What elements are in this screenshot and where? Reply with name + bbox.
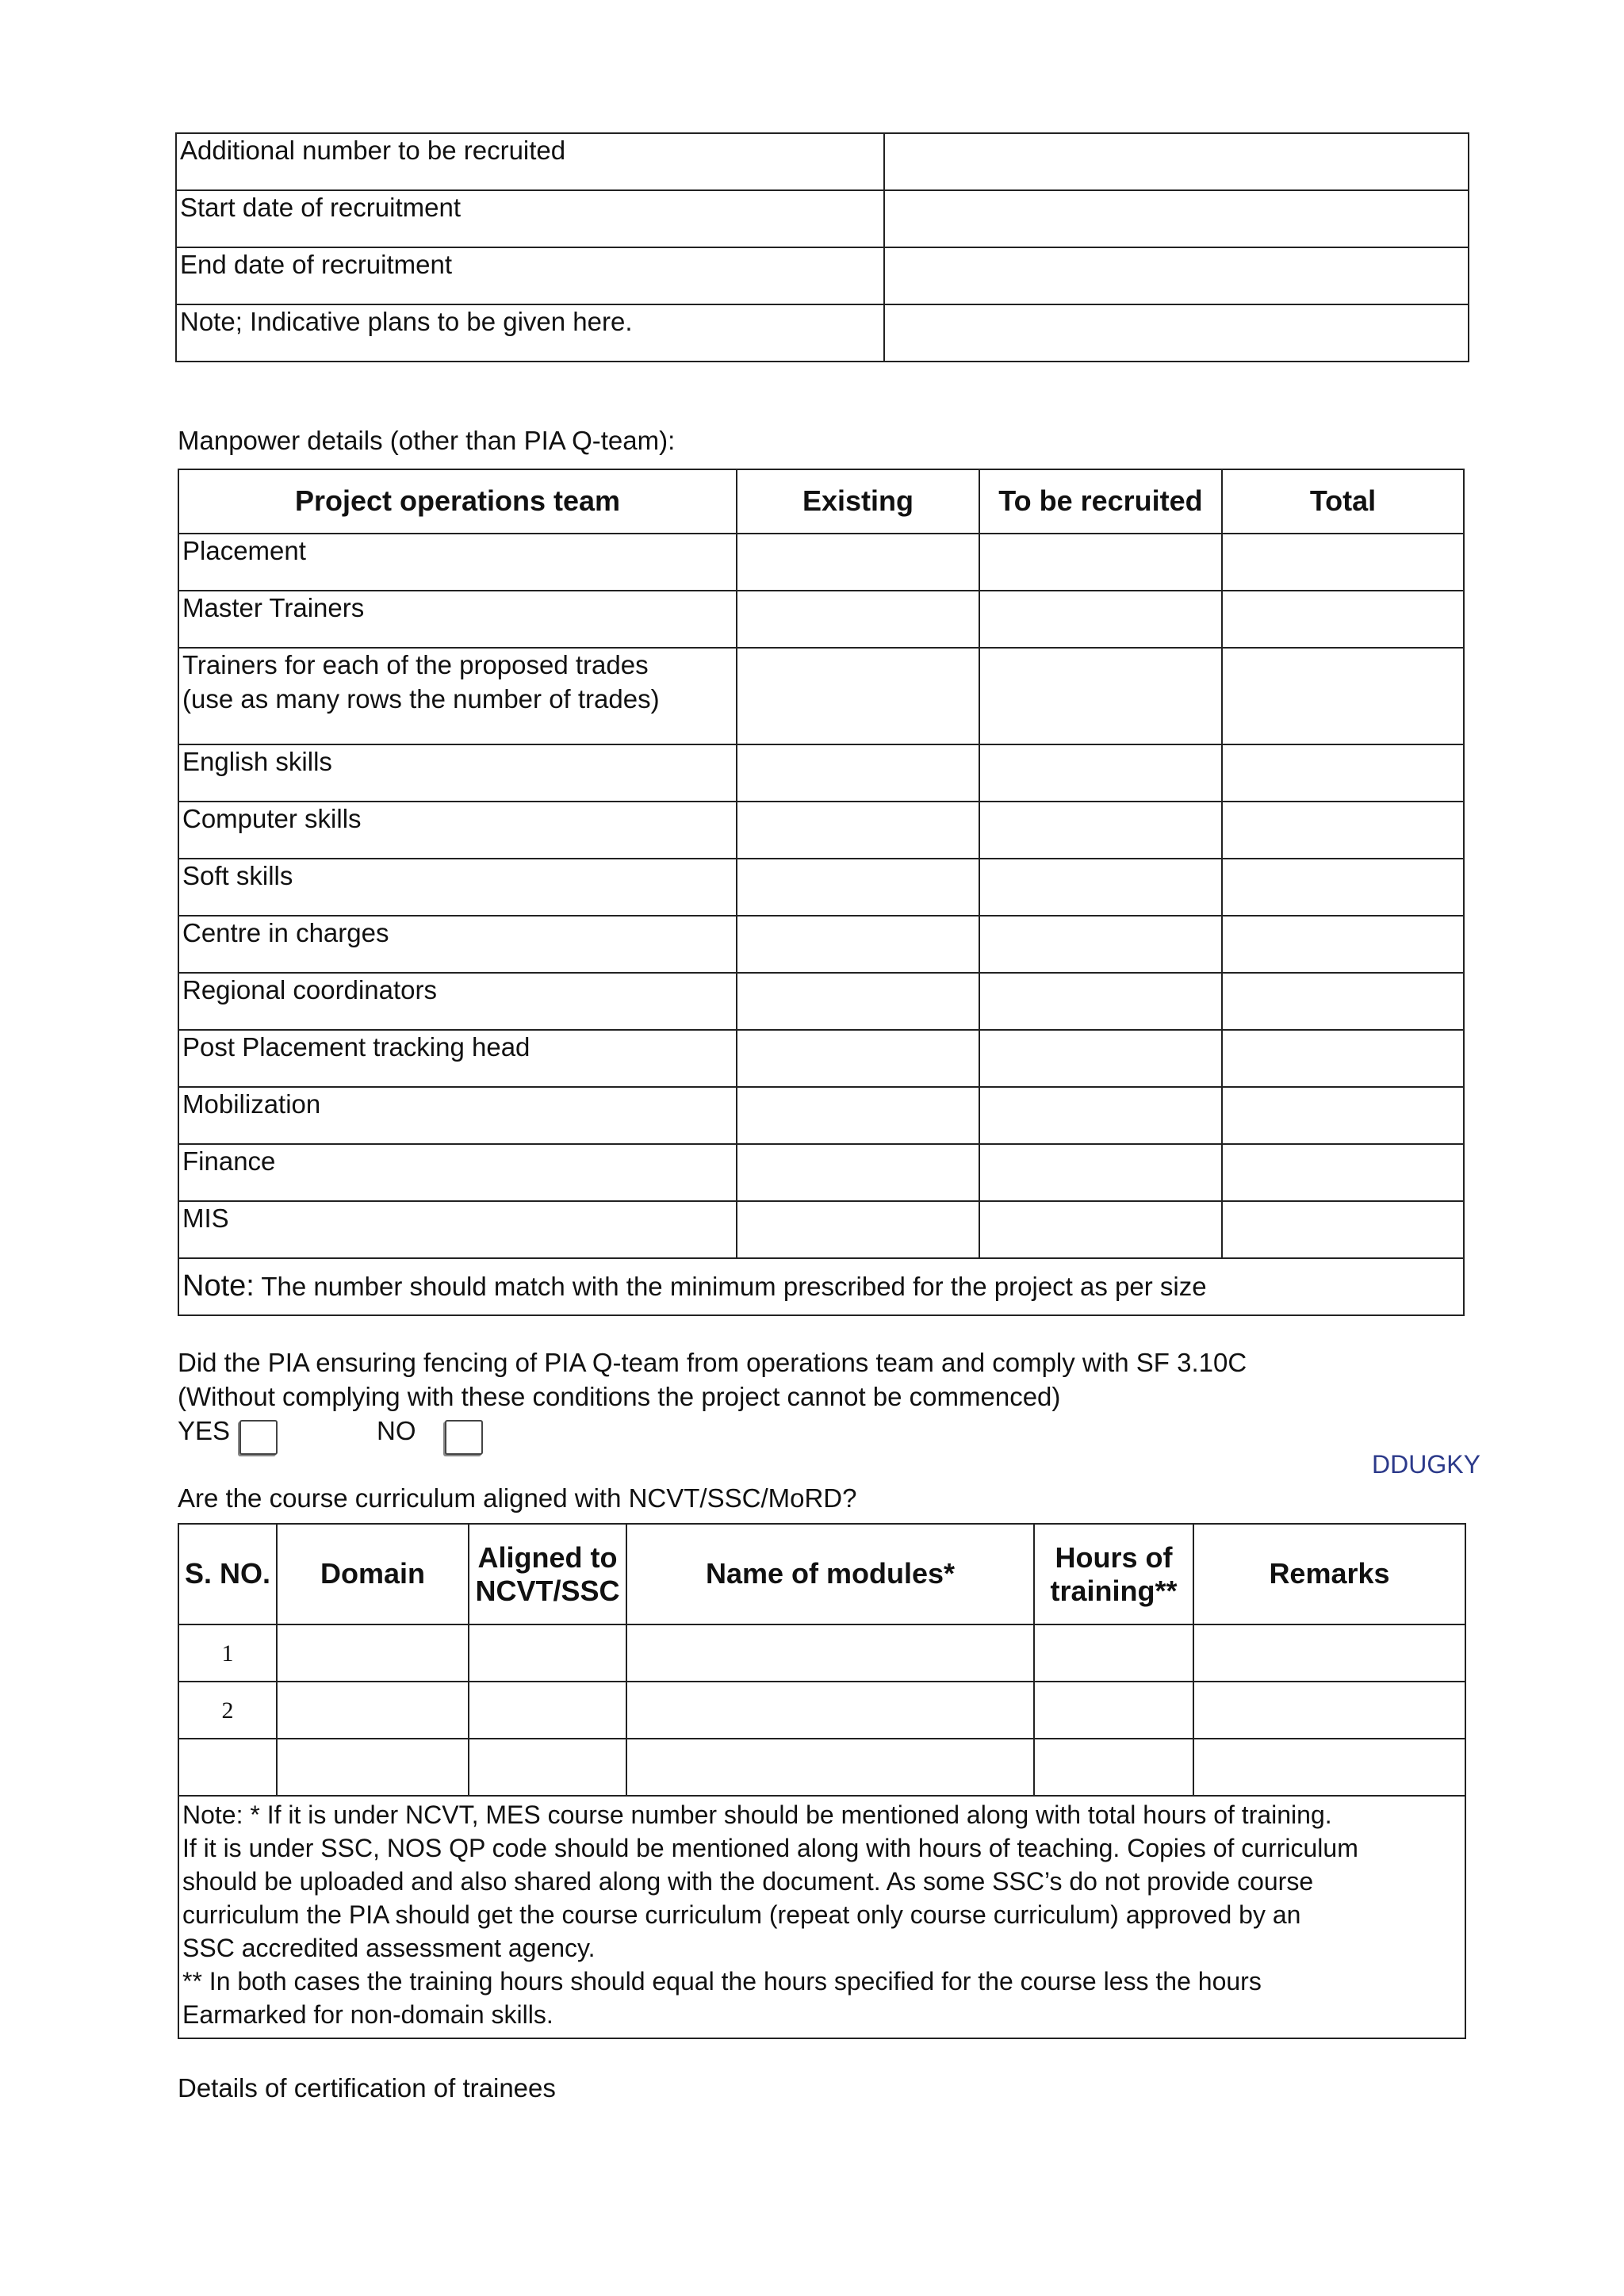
recruitment-row-value[interactable]	[884, 190, 1469, 247]
fencing-question-note: (Without complying with these conditions the project cannot be commenced)	[178, 1382, 1061, 1411]
column-header-existing: Existing	[737, 469, 979, 534]
team-role-label: Placement	[178, 534, 737, 591]
to-be-recruited-cell[interactable]	[979, 973, 1222, 1030]
table-row	[178, 1201, 1464, 1258]
table-row	[178, 591, 1464, 648]
remarks-cell[interactable]	[1193, 1739, 1465, 1796]
total-cell[interactable]	[1222, 802, 1464, 859]
team-role-label: Computer skills	[178, 802, 737, 859]
yes-label: YES	[178, 1416, 231, 1445]
aligned-cell[interactable]	[469, 1624, 626, 1682]
remarks-cell[interactable]	[1193, 1624, 1465, 1682]
domain-cell[interactable]	[277, 1739, 469, 1796]
team-role-label: Post Placement tracking head	[178, 1030, 737, 1087]
existing-cell[interactable]	[737, 802, 979, 859]
hours-cell[interactable]	[1034, 1624, 1193, 1682]
fencing-question-line: Did the PIA ensuring fencing of PIA Q-team from operations team and comply with SF 3.10C	[178, 1348, 1247, 1377]
existing-cell[interactable]	[737, 973, 979, 1030]
table-row	[178, 916, 1464, 973]
total-cell[interactable]	[1222, 1144, 1464, 1201]
yes-checkbox[interactable]	[239, 1420, 278, 1455]
hours-cell[interactable]	[1034, 1682, 1193, 1739]
curriculum-question: Are the course curriculum aligned with NCVT/SSC/MoRD?	[178, 1483, 857, 1513]
column-header-remarks: Remarks	[1193, 1524, 1465, 1624]
total-cell[interactable]	[1222, 648, 1464, 744]
team-role-label: English skills	[178, 744, 737, 802]
modules-cell[interactable]	[626, 1739, 1034, 1796]
column-header-aligned: Aligned to NCVT/SSC	[469, 1524, 626, 1624]
ddugky-watermark: DDUGKY	[1372, 1450, 1480, 1479]
recruitment-row-label: Additional number to be recruited	[176, 133, 884, 190]
curriculum-note-row	[178, 1796, 1465, 2038]
total-cell[interactable]	[1222, 1201, 1464, 1258]
note-line: SSC accredited assessment agency.	[182, 1934, 596, 1962]
fencing-question	[178, 1345, 1247, 1414]
no-label: NO	[377, 1416, 416, 1445]
to-be-recruited-cell[interactable]	[979, 859, 1222, 916]
to-be-recruited-cell[interactable]	[979, 916, 1222, 973]
domain-cell[interactable]	[277, 1682, 469, 1739]
to-be-recruited-cell[interactable]	[979, 591, 1222, 648]
team-role-label: Regional coordinators	[178, 973, 737, 1030]
note-line: should be uploaded and also shared along with the document. As some SSC’s do not provide course	[182, 1867, 1314, 1896]
table-row	[178, 973, 1464, 1030]
to-be-recruited-cell[interactable]	[979, 1144, 1222, 1201]
note-line: Note: * If it is under NCVT, MES course number should be mentioned along with total hours of training.	[182, 1800, 1332, 1829]
to-be-recruited-cell[interactable]	[979, 534, 1222, 591]
team-role-label: Soft skills	[178, 859, 737, 916]
modules-cell[interactable]	[626, 1682, 1034, 1739]
note-label: Note:	[182, 1269, 255, 1303]
table-row	[178, 1682, 1465, 1739]
to-be-recruited-cell[interactable]	[979, 648, 1222, 744]
manpower-table	[178, 469, 1465, 1316]
hours-cell[interactable]	[1034, 1739, 1193, 1796]
manpower-heading: Manpower details (other than PIA Q-team):	[178, 426, 676, 455]
recruitment-row-label: Start date of recruitment	[176, 190, 884, 247]
existing-cell[interactable]	[737, 534, 979, 591]
existing-cell[interactable]	[737, 1201, 979, 1258]
to-be-recruited-cell[interactable]	[979, 802, 1222, 859]
column-header-sno: S. NO.	[178, 1524, 277, 1624]
remarks-cell[interactable]	[1193, 1682, 1465, 1739]
to-be-recruited-cell[interactable]	[979, 744, 1222, 802]
to-be-recruited-cell[interactable]	[979, 1201, 1222, 1258]
note-line: curriculum the PIA should get the course curriculum (repeat only course curriculum) approved by an	[182, 1900, 1301, 1929]
column-header-hours: Hours of training**	[1034, 1524, 1193, 1624]
table-row	[178, 1030, 1464, 1087]
certification-heading: Details of certification of trainees	[178, 2073, 556, 2103]
recruitment-row-value[interactable]	[884, 304, 1469, 362]
total-cell[interactable]	[1222, 916, 1464, 973]
no-checkbox[interactable]	[445, 1420, 483, 1455]
table-row	[178, 859, 1464, 916]
manpower-note-row	[178, 1258, 1464, 1315]
to-be-recruited-cell[interactable]	[979, 1030, 1222, 1087]
table-row	[178, 744, 1464, 802]
total-cell[interactable]	[1222, 973, 1464, 1030]
recruitment-row-label: End date of recruitment	[176, 247, 884, 304]
column-header-team: Project operations team	[178, 469, 737, 534]
total-cell[interactable]	[1222, 591, 1464, 648]
existing-cell[interactable]	[737, 591, 979, 648]
serial-number: 2	[178, 1682, 277, 1739]
team-role-label: Mobilization	[178, 1087, 737, 1144]
existing-cell[interactable]	[737, 744, 979, 802]
total-cell[interactable]	[1222, 1087, 1464, 1144]
recruitment-row-label: Note; Indicative plans to be given here.	[176, 304, 884, 362]
total-cell[interactable]	[1222, 534, 1464, 591]
existing-cell[interactable]	[737, 1144, 979, 1201]
total-cell[interactable]	[1222, 744, 1464, 802]
table-row	[178, 534, 1464, 591]
column-header-to-be-recruited: To be recruited	[979, 469, 1222, 534]
table-row	[178, 1087, 1464, 1144]
team-role-label: Finance	[178, 1144, 737, 1201]
existing-cell[interactable]	[737, 859, 979, 916]
table-row	[178, 648, 1464, 744]
total-cell[interactable]	[1222, 859, 1464, 916]
modules-cell[interactable]	[626, 1624, 1034, 1682]
recruitment-table	[175, 132, 1469, 362]
recruitment-row-value[interactable]	[884, 247, 1469, 304]
curriculum-note	[178, 1796, 1465, 2038]
column-header-domain: Domain	[277, 1524, 469, 1624]
table-row	[178, 1739, 1465, 1796]
table-row	[178, 1624, 1465, 1682]
curriculum-table	[178, 1523, 1466, 2039]
note-text: The number should match with the minimum prescribed for the project as per size	[254, 1272, 1207, 1302]
existing-cell[interactable]	[737, 1087, 979, 1144]
existing-cell[interactable]	[737, 1030, 979, 1087]
total-cell[interactable]	[1222, 1030, 1464, 1087]
note-line: Earmarked for non-domain skills.	[182, 2000, 553, 2029]
column-header-modules: Name of modules*	[626, 1524, 1034, 1624]
manpower-note	[178, 1258, 1464, 1315]
aligned-cell[interactable]	[469, 1739, 626, 1796]
serial-number	[178, 1739, 277, 1796]
table-row	[178, 1144, 1464, 1201]
note-line: If it is under SSC, NOS QP code should be mentioned along with hours of teaching. Copies of curriculum	[182, 1834, 1358, 1862]
serial-number: 1	[178, 1624, 277, 1682]
team-role-label: Centre in charges	[178, 916, 737, 973]
note-line: ** In both cases the training hours should equal the hours specified for the course less the hours	[182, 1967, 1262, 1996]
domain-cell[interactable]	[277, 1624, 469, 1682]
team-role-label: Master Trainers	[178, 591, 737, 648]
column-header-total: Total	[1222, 469, 1464, 534]
aligned-cell[interactable]	[469, 1682, 626, 1739]
team-role-label: MIS	[178, 1201, 737, 1258]
table-row	[178, 802, 1464, 859]
existing-cell[interactable]	[737, 916, 979, 973]
team-role-label: Trainers for each of the proposed trades (use as many rows the number of trades)	[178, 648, 737, 744]
to-be-recruited-cell[interactable]	[979, 1087, 1222, 1144]
existing-cell[interactable]	[737, 648, 979, 744]
recruitment-row-value[interactable]	[884, 133, 1469, 190]
